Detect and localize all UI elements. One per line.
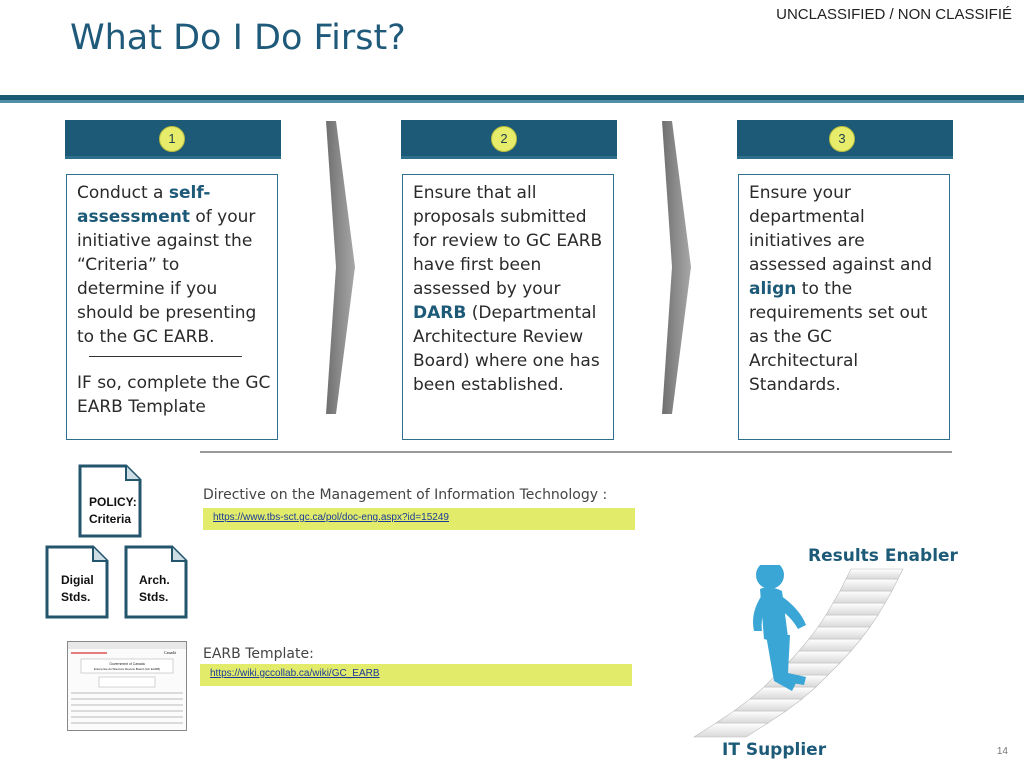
page-title: What Do I Do First? <box>70 18 406 58</box>
step-2-header <box>401 120 617 159</box>
arrow-right-icon <box>660 121 692 414</box>
thumb-org-line2: Enterprise Architecture Review Board (GC EARB) <box>93 667 161 671</box>
title-rule-light <box>0 100 1024 103</box>
step-3-text: Ensure your departmental initiatives are assessed against and align to the requirements set out as the GC Architectural Standards. <box>749 183 932 395</box>
results-enabler-label: Results Enabler <box>808 546 958 566</box>
step-3-box <box>738 174 950 440</box>
policy-document-label: POLICY: Criteria <box>89 495 137 526</box>
arch-standards-label: Arch. Stds. <box>139 573 170 604</box>
digital-standards-label: Digial Stds. <box>61 573 94 604</box>
thumb-org-line1: Government of Canada <box>109 662 145 666</box>
stair-steps <box>694 569 903 737</box>
directive-label: Directive on the Management of Information Technology : <box>203 487 608 503</box>
staircase-illustration <box>688 565 928 745</box>
step-1-footnote: IF so, complete the GC EARB Template <box>77 373 271 417</box>
step-3-badge: 3 <box>829 126 855 152</box>
step-1-box <box>66 174 278 440</box>
directive-link[interactable]: https://www.tbs-sct.gc.ca/pol/doc-eng.aspx?id=15249 <box>213 512 449 523</box>
earb-template-thumbnail <box>67 641 187 731</box>
step-1-badge: 1 <box>159 126 185 152</box>
template-label: EARB Template: <box>203 646 314 662</box>
classification-label: UNCLASSIFIED / NON CLASSIFIÉ <box>776 6 1012 23</box>
it-supplier-label: IT Supplier <box>722 740 827 760</box>
step-1-divider <box>89 356 242 357</box>
template-link[interactable]: https://wiki.gccollab.ca/wiki/GC_EARB <box>210 668 380 679</box>
arrow-right-icon <box>324 121 356 414</box>
step-1-header <box>65 120 281 159</box>
page-number: 14 <box>996 746 1008 757</box>
step-2-box <box>402 174 614 440</box>
step-2-badge: 2 <box>491 126 517 152</box>
section-divider <box>200 451 952 453</box>
step-3-header <box>737 120 953 159</box>
thumb-wordmark: Canadä <box>164 650 176 655</box>
step-2-text: Ensure that all proposals submitted for review to GC EARB have first been assessed by your DARB (Departmental Architecture Review Board) where one has been established. <box>413 183 603 395</box>
directive-link-bar <box>203 508 635 530</box>
step-1-text: Conduct a self-assessment of your initiative against the “Criteria” to determine if you should be presenting to the GC EARB. <box>77 183 257 347</box>
template-link-bar <box>200 664 632 686</box>
